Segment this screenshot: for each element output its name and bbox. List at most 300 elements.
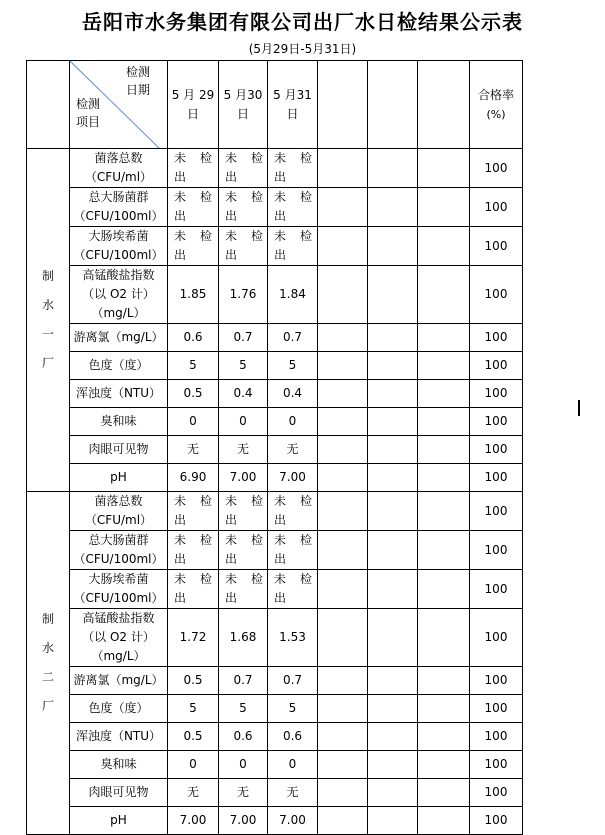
not-detected-line2: 出 bbox=[274, 248, 287, 262]
not-detected-line1 bbox=[268, 149, 317, 168]
empty-cell bbox=[368, 492, 418, 531]
date-range-subtitle: (5月29日-5月31日) bbox=[248, 42, 357, 56]
not-detected-line2: 出 bbox=[174, 248, 187, 262]
pass-rate-value: 100 bbox=[470, 570, 523, 609]
result-value: 1.84 bbox=[268, 266, 318, 324]
result-value bbox=[168, 188, 219, 227]
result-value bbox=[168, 227, 219, 266]
result-value bbox=[219, 492, 268, 531]
result-value bbox=[219, 227, 268, 266]
not-detected-line1 bbox=[268, 227, 317, 246]
result-value bbox=[168, 570, 219, 609]
not-detected-char: 检 bbox=[300, 151, 313, 165]
test-item-line: （mg/L） bbox=[91, 306, 146, 320]
date-header-1: 5 月 29 日 bbox=[168, 61, 219, 149]
date-header-empty bbox=[318, 61, 368, 149]
not-detected-char: 未 bbox=[274, 494, 287, 508]
not-detected-char: 未 bbox=[225, 229, 238, 243]
factory-label-char: 水 bbox=[41, 641, 54, 655]
result-value: 0 bbox=[219, 751, 268, 779]
not-detected-char: 检 bbox=[300, 572, 313, 586]
pass-rate-value: 100 bbox=[470, 149, 523, 188]
test-item bbox=[70, 149, 168, 188]
test-item-line: 高锰酸盐指数 bbox=[82, 611, 155, 625]
empty-cell bbox=[318, 464, 368, 492]
empty-cell bbox=[418, 695, 470, 723]
result-value: 1.76 bbox=[219, 266, 268, 324]
result-value: 0.4 bbox=[219, 380, 268, 408]
pass-rate-value: 100 bbox=[470, 464, 523, 492]
empty-cell bbox=[368, 324, 418, 352]
empty-cell bbox=[318, 531, 368, 570]
test-item-line: （CFU/100ml） bbox=[73, 248, 164, 262]
result-value: 7.00 bbox=[219, 464, 268, 492]
test-item-line: 游离氯（mg/L） bbox=[73, 673, 164, 687]
result-value: 0 bbox=[268, 751, 318, 779]
header-row bbox=[27, 61, 523, 149]
pass-rate-value: 100 bbox=[470, 352, 523, 380]
factory-label-char: 一 bbox=[41, 327, 54, 341]
empty-cell bbox=[418, 408, 470, 436]
test-item-line: （CFU/100ml） bbox=[73, 209, 164, 223]
not-detected-char: 未 bbox=[174, 229, 187, 243]
test-item bbox=[70, 723, 168, 751]
result-value: 7.00 bbox=[268, 464, 318, 492]
empty-cell bbox=[418, 352, 470, 380]
not-detected-char: 未 bbox=[274, 190, 287, 204]
test-item-line: pH bbox=[110, 813, 127, 827]
test-item bbox=[70, 531, 168, 570]
empty-cell bbox=[418, 266, 470, 324]
empty-cell bbox=[318, 807, 368, 835]
test-item-line: 大肠埃希菌 bbox=[88, 572, 149, 586]
factory-label-char: 水 bbox=[41, 298, 54, 312]
not-detected-char: 检 bbox=[200, 572, 213, 586]
test-item-line: 总大肠菌群 bbox=[88, 190, 149, 204]
test-item bbox=[70, 695, 168, 723]
not-detected-char: 未 bbox=[225, 494, 238, 508]
result-value bbox=[219, 531, 268, 570]
empty-cell bbox=[318, 227, 368, 266]
test-item-line: 浑浊度（NTU） bbox=[75, 386, 162, 400]
not-detected-char: 未 bbox=[274, 572, 287, 586]
result-value: 1.72 bbox=[168, 609, 219, 667]
result-value: 无 bbox=[268, 779, 318, 807]
result-value bbox=[168, 149, 219, 188]
not-detected-line1 bbox=[219, 188, 267, 207]
not-detected-line1 bbox=[168, 188, 218, 207]
empty-cell bbox=[418, 807, 470, 835]
factory-label-2 bbox=[27, 492, 70, 835]
test-item-line: 肉眼可见物 bbox=[88, 442, 149, 456]
empty-cell bbox=[318, 695, 368, 723]
test-item bbox=[70, 464, 168, 492]
not-detected-line1 bbox=[219, 492, 267, 511]
test-item-line: （CFU/100ml） bbox=[73, 591, 164, 605]
empty-cell bbox=[368, 464, 418, 492]
table-row bbox=[27, 436, 523, 464]
empty-cell bbox=[368, 227, 418, 266]
test-item-line: （mg/L） bbox=[91, 649, 146, 663]
not-detected-line1 bbox=[219, 227, 267, 246]
test-item bbox=[70, 408, 168, 436]
empty-cell bbox=[368, 380, 418, 408]
empty-cell bbox=[368, 695, 418, 723]
empty-cell bbox=[418, 609, 470, 667]
date-header-empty bbox=[368, 61, 418, 149]
pass-rate-value: 100 bbox=[470, 667, 523, 695]
result-value: 6.90 bbox=[168, 464, 219, 492]
empty-cell bbox=[368, 570, 418, 609]
not-detected-char: 检 bbox=[251, 494, 264, 508]
table-row bbox=[27, 531, 523, 570]
result-value: 7.00 bbox=[168, 807, 219, 835]
empty-cell bbox=[418, 380, 470, 408]
empty-cell bbox=[368, 408, 418, 436]
empty-cell bbox=[318, 667, 368, 695]
test-item-line: 游离氯（mg/L） bbox=[73, 330, 164, 344]
not-detected-line2: 出 bbox=[225, 591, 238, 605]
not-detected-line2: 出 bbox=[174, 209, 187, 223]
empty-cell bbox=[418, 227, 470, 266]
result-value bbox=[268, 149, 318, 188]
result-value: 1.53 bbox=[268, 609, 318, 667]
empty-cell bbox=[318, 723, 368, 751]
test-item bbox=[70, 492, 168, 531]
empty-cell bbox=[318, 436, 368, 464]
result-value bbox=[268, 531, 318, 570]
test-item bbox=[70, 266, 168, 324]
test-item-line: 总大肠菌群 bbox=[88, 533, 149, 547]
table-row bbox=[27, 695, 523, 723]
empty-cell bbox=[318, 324, 368, 352]
result-value: 1.68 bbox=[219, 609, 268, 667]
empty-cell bbox=[368, 436, 418, 464]
not-detected-line1 bbox=[168, 492, 218, 511]
empty-cell bbox=[318, 492, 368, 531]
not-detected-line2: 出 bbox=[225, 513, 238, 527]
not-detected-line2: 出 bbox=[174, 513, 187, 527]
result-value: 无 bbox=[268, 436, 318, 464]
empty-cell bbox=[368, 149, 418, 188]
empty-cell bbox=[418, 751, 470, 779]
not-detected-line2: 出 bbox=[274, 209, 287, 223]
not-detected-line1 bbox=[219, 149, 267, 168]
result-value: 0.7 bbox=[219, 667, 268, 695]
not-detected-char: 检 bbox=[251, 190, 264, 204]
pass-rate-value: 100 bbox=[470, 408, 523, 436]
test-item-line: 菌落总数 bbox=[94, 494, 143, 508]
header-diagonal-cell bbox=[70, 61, 168, 149]
not-detected-char: 检 bbox=[300, 533, 313, 547]
empty-cell bbox=[418, 436, 470, 464]
empty-cell bbox=[318, 570, 368, 609]
not-detected-char: 检 bbox=[251, 229, 264, 243]
not-detected-char: 检 bbox=[200, 190, 213, 204]
table-row bbox=[27, 380, 523, 408]
pass-rate-value: 100 bbox=[470, 779, 523, 807]
not-detected-line2: 出 bbox=[225, 248, 238, 262]
header-item-label: 检测 项目 bbox=[76, 97, 101, 129]
result-value: 0 bbox=[168, 751, 219, 779]
test-item-line: （以 O2 计） bbox=[82, 630, 155, 644]
result-value: 0.5 bbox=[168, 667, 219, 695]
result-value bbox=[268, 492, 318, 531]
not-detected-char: 未 bbox=[225, 533, 238, 547]
pass-rate-value: 100 bbox=[470, 227, 523, 266]
table-row bbox=[27, 751, 523, 779]
not-detected-char: 未 bbox=[174, 494, 187, 508]
table-row bbox=[27, 609, 523, 667]
pass-rate-value: 100 bbox=[470, 723, 523, 751]
table-row bbox=[27, 266, 523, 324]
not-detected-char: 未 bbox=[225, 151, 238, 165]
not-detected-line1 bbox=[168, 149, 218, 168]
not-detected-char: 检 bbox=[200, 229, 213, 243]
empty-cell bbox=[318, 408, 368, 436]
empty-cell bbox=[318, 779, 368, 807]
result-value: 0.7 bbox=[268, 324, 318, 352]
test-item bbox=[70, 352, 168, 380]
result-value: 5 bbox=[268, 695, 318, 723]
empty-cell bbox=[368, 609, 418, 667]
table-row bbox=[27, 324, 523, 352]
empty-cell bbox=[418, 149, 470, 188]
not-detected-char: 未 bbox=[225, 572, 238, 586]
not-detected-char: 检 bbox=[300, 229, 313, 243]
result-value: 5 bbox=[268, 352, 318, 380]
not-detected-line2: 出 bbox=[225, 552, 238, 566]
test-item-line: 高锰酸盐指数 bbox=[82, 268, 155, 282]
not-detected-char: 检 bbox=[200, 533, 213, 547]
result-value bbox=[268, 227, 318, 266]
test-item bbox=[70, 324, 168, 352]
test-item-line: 菌落总数 bbox=[94, 151, 143, 165]
test-item bbox=[70, 436, 168, 464]
pass-rate-value: 100 bbox=[470, 492, 523, 531]
not-detected-char: 检 bbox=[251, 572, 264, 586]
result-value: 5 bbox=[168, 695, 219, 723]
empty-cell bbox=[318, 751, 368, 779]
factory-label-char: 厂 bbox=[41, 699, 54, 713]
pass-rate-value: 100 bbox=[470, 188, 523, 227]
test-item-line: （CFU/100ml） bbox=[73, 552, 164, 566]
factory-label-char: 制 bbox=[41, 269, 54, 283]
empty-cell bbox=[418, 779, 470, 807]
result-value bbox=[268, 188, 318, 227]
empty-cell bbox=[318, 352, 368, 380]
result-value: 0.6 bbox=[268, 723, 318, 751]
result-value: 5 bbox=[219, 695, 268, 723]
result-value bbox=[219, 149, 268, 188]
empty-cell bbox=[418, 531, 470, 570]
not-detected-line1 bbox=[268, 492, 317, 511]
empty-cell bbox=[368, 723, 418, 751]
test-item bbox=[70, 188, 168, 227]
not-detected-char: 未 bbox=[174, 572, 187, 586]
empty-cell bbox=[318, 149, 368, 188]
not-detected-line2: 出 bbox=[174, 170, 187, 184]
test-item bbox=[70, 227, 168, 266]
header-date-label: 检测 日期 bbox=[126, 65, 151, 97]
empty-cell bbox=[368, 779, 418, 807]
not-detected-char: 未 bbox=[174, 190, 187, 204]
pass-rate-value: 100 bbox=[470, 531, 523, 570]
pass-rate-value: 100 bbox=[470, 807, 523, 835]
test-item-line: （CFU/ml） bbox=[84, 513, 153, 527]
not-detected-line1 bbox=[268, 570, 317, 589]
test-item-line: 浑浊度（NTU） bbox=[75, 729, 162, 743]
not-detected-line2: 出 bbox=[225, 209, 238, 223]
result-value: 0.7 bbox=[219, 324, 268, 352]
table-row bbox=[27, 149, 523, 188]
not-detected-line1 bbox=[268, 531, 317, 550]
empty-cell bbox=[368, 266, 418, 324]
pass-rate-value: 100 bbox=[470, 695, 523, 723]
results-table bbox=[26, 60, 523, 835]
result-value bbox=[168, 492, 219, 531]
factory-label-1 bbox=[27, 149, 70, 492]
not-detected-line1 bbox=[168, 570, 218, 589]
pass-rate-value: 100 bbox=[470, 436, 523, 464]
empty-cell bbox=[418, 570, 470, 609]
empty-cell bbox=[318, 188, 368, 227]
not-detected-char: 未 bbox=[225, 190, 238, 204]
result-value: 0.4 bbox=[268, 380, 318, 408]
not-detected-char: 检 bbox=[300, 494, 313, 508]
result-value: 0 bbox=[219, 408, 268, 436]
pass-rate-value: 100 bbox=[470, 609, 523, 667]
empty-cell bbox=[418, 188, 470, 227]
result-value bbox=[219, 188, 268, 227]
test-item-line: 大肠埃希菌 bbox=[88, 229, 149, 243]
not-detected-line2: 出 bbox=[274, 591, 287, 605]
table-row bbox=[27, 667, 523, 695]
result-value: 0 bbox=[168, 408, 219, 436]
factory-label-char: 二 bbox=[41, 670, 54, 684]
result-value: 5 bbox=[168, 352, 219, 380]
pass-rate-value: 100 bbox=[470, 266, 523, 324]
table-row bbox=[27, 352, 523, 380]
empty-cell bbox=[368, 352, 418, 380]
not-detected-line1 bbox=[219, 531, 267, 550]
not-detected-line2: 出 bbox=[274, 552, 287, 566]
test-item bbox=[70, 609, 168, 667]
pass-rate-header: 合格率 (%) bbox=[470, 61, 523, 149]
result-value: 1.85 bbox=[168, 266, 219, 324]
empty-cell bbox=[318, 609, 368, 667]
table-row bbox=[27, 227, 523, 266]
not-detected-line1 bbox=[268, 188, 317, 207]
not-detected-char: 未 bbox=[274, 533, 287, 547]
not-detected-line1 bbox=[168, 227, 218, 246]
table-row bbox=[27, 570, 523, 609]
result-value: 无 bbox=[219, 779, 268, 807]
empty-cell bbox=[418, 464, 470, 492]
page-title: 岳阳市水务集团有限公司出厂水日检结果公示表 bbox=[82, 10, 523, 34]
not-detected-line2: 出 bbox=[225, 170, 238, 184]
table-row bbox=[27, 779, 523, 807]
header-corner-blank bbox=[27, 61, 70, 149]
empty-cell bbox=[318, 266, 368, 324]
test-item bbox=[70, 779, 168, 807]
empty-cell bbox=[418, 492, 470, 531]
result-value: 0.6 bbox=[168, 324, 219, 352]
result-value: 0.5 bbox=[168, 380, 219, 408]
empty-cell bbox=[368, 188, 418, 227]
test-item-line: 色度（度） bbox=[88, 358, 149, 372]
table-row bbox=[27, 408, 523, 436]
result-value bbox=[219, 570, 268, 609]
not-detected-char: 检 bbox=[300, 190, 313, 204]
result-value: 无 bbox=[168, 436, 219, 464]
result-value: 7.00 bbox=[219, 807, 268, 835]
not-detected-line2: 出 bbox=[174, 552, 187, 566]
not-detected-line2: 出 bbox=[274, 513, 287, 527]
result-value bbox=[268, 570, 318, 609]
date-header-empty bbox=[418, 61, 470, 149]
not-detected-char: 未 bbox=[274, 151, 287, 165]
result-value: 5 bbox=[219, 352, 268, 380]
result-value bbox=[168, 531, 219, 570]
test-item bbox=[70, 751, 168, 779]
result-value: 7.00 bbox=[268, 807, 318, 835]
not-detected-char: 检 bbox=[251, 533, 264, 547]
pass-rate-value: 100 bbox=[470, 324, 523, 352]
not-detected-char: 检 bbox=[251, 151, 264, 165]
result-value: 0.7 bbox=[268, 667, 318, 695]
test-item-line: 色度（度） bbox=[88, 701, 149, 715]
not-detected-char: 检 bbox=[200, 494, 213, 508]
date-header-3: 5 月31 日 bbox=[268, 61, 318, 149]
factory-label-char: 制 bbox=[41, 612, 54, 626]
result-value: 0.6 bbox=[219, 723, 268, 751]
text-cursor bbox=[578, 400, 580, 416]
empty-cell bbox=[368, 531, 418, 570]
result-value: 0 bbox=[268, 408, 318, 436]
not-detected-char: 未 bbox=[174, 533, 187, 547]
test-item bbox=[70, 807, 168, 835]
empty-cell bbox=[368, 667, 418, 695]
test-item bbox=[70, 667, 168, 695]
result-value: 无 bbox=[168, 779, 219, 807]
not-detected-char: 未 bbox=[174, 151, 187, 165]
empty-cell bbox=[418, 667, 470, 695]
test-item-line: 臭和味 bbox=[100, 757, 137, 771]
test-item-line: 肉眼可见物 bbox=[88, 785, 149, 799]
test-item-line: （以 O2 计） bbox=[82, 287, 155, 301]
table-row bbox=[27, 807, 523, 835]
empty-cell bbox=[418, 723, 470, 751]
pass-rate-value: 100 bbox=[470, 380, 523, 408]
not-detected-line1 bbox=[219, 570, 267, 589]
empty-cell bbox=[368, 807, 418, 835]
table-row bbox=[27, 492, 523, 531]
table-row bbox=[27, 188, 523, 227]
test-item bbox=[70, 570, 168, 609]
test-item-line: pH bbox=[110, 470, 127, 484]
not-detected-char: 检 bbox=[200, 151, 213, 165]
table-row bbox=[27, 464, 523, 492]
not-detected-line1 bbox=[168, 531, 218, 550]
not-detected-char: 未 bbox=[274, 229, 287, 243]
result-value: 无 bbox=[219, 436, 268, 464]
not-detected-line2: 出 bbox=[174, 591, 187, 605]
pass-rate-value: 100 bbox=[470, 751, 523, 779]
factory-label-char: 厂 bbox=[41, 356, 54, 370]
empty-cell bbox=[368, 751, 418, 779]
test-item-line: 臭和味 bbox=[100, 414, 137, 428]
